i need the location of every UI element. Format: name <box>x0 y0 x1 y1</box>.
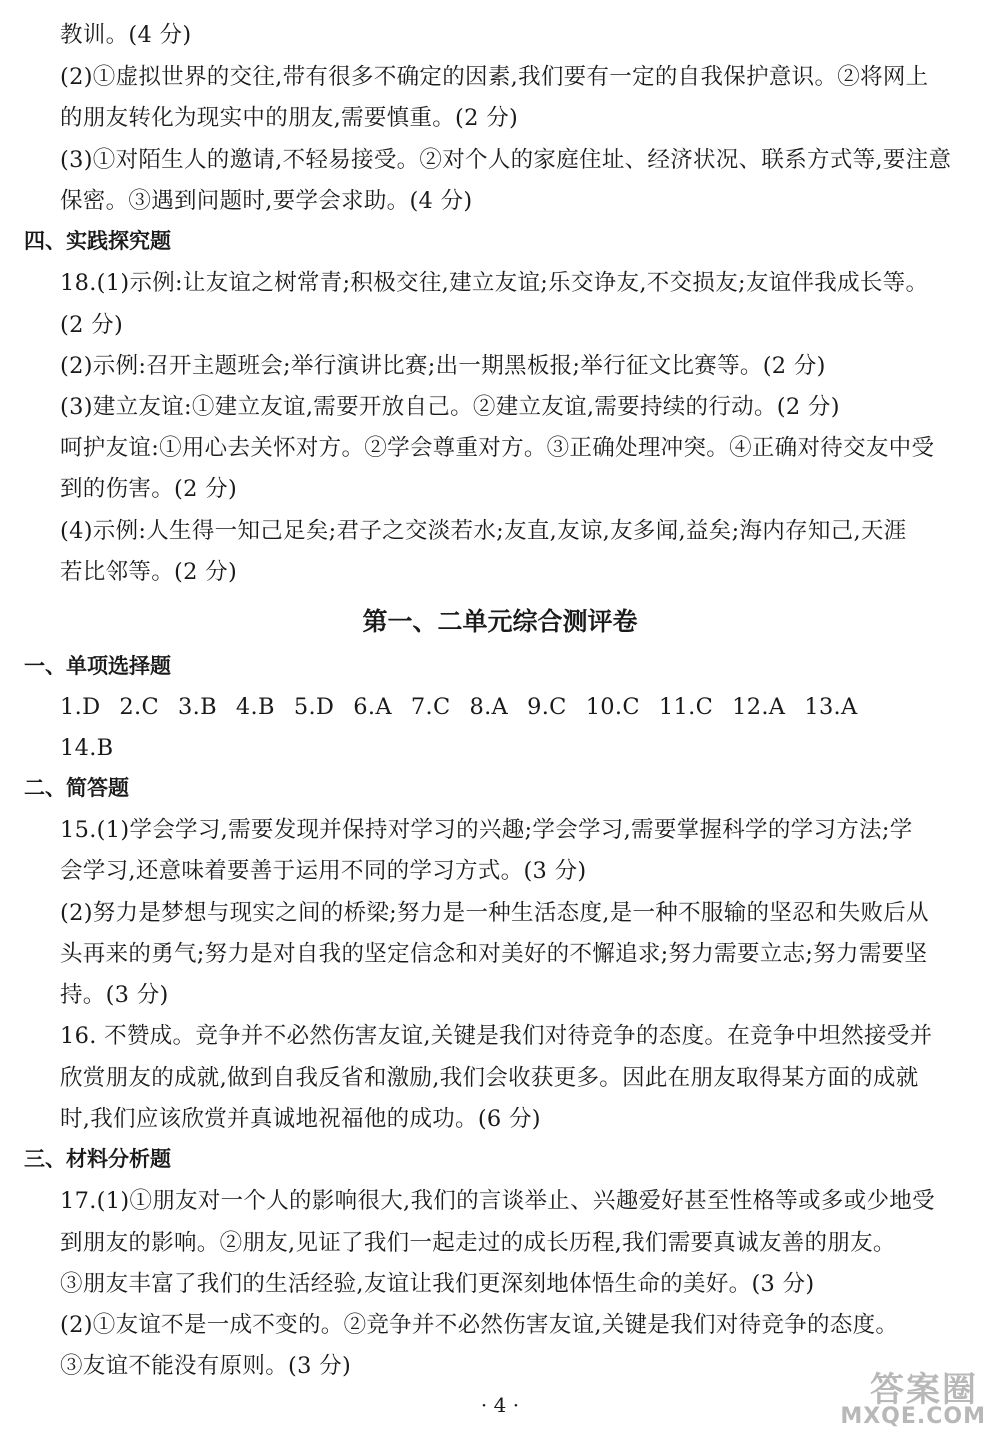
answer-item: 14.B <box>60 735 114 761</box>
text-line: (3)①对陌生人的邀请,不轻易接受。②对个人的家庭住址、经济状况、联系方式等,要注意 <box>60 147 952 173</box>
watermark-url: MXQE.COM <box>840 1404 986 1429</box>
answer-item: 9.C <box>527 694 567 720</box>
text-line: 16. 不赞成。竞争并不必然伤害友谊,关键是我们对待竞争的态度。在竞争中坦然接受并 <box>60 1023 933 1049</box>
section-heading-practice: 四、实践探究题 <box>24 229 171 253</box>
section-heading-multiple-choice: 一、单项选择题 <box>24 654 171 678</box>
answer-item: 4.B <box>235 694 275 720</box>
text-line: 呵护友谊:①用心去关怀对方。②学会尊重对方。③正确处理冲突。④正确对待交友中受 <box>60 435 935 461</box>
answer-item: 7.C <box>410 694 451 720</box>
text-line: 到朋友的影响。②朋友,见证了我们一起走过的成长历程,我们需要真诚友善的朋友。 <box>60 1230 896 1256</box>
test-title: 第一、二单元综合测评卷 <box>362 607 638 636</box>
text-line: (2 分) <box>60 312 124 338</box>
answer-item: 12.A <box>732 694 786 720</box>
text-line: 保密。③遇到问题时,要学会求助。(4 分) <box>60 188 473 214</box>
watermark <box>755 1362 990 1432</box>
answer-item: 6.A <box>353 694 392 720</box>
text-line: 到的伤害。(2 分) <box>60 476 238 502</box>
section-heading-material-analysis: 三、材料分析题 <box>24 1147 171 1171</box>
text-line: ③朋友丰富了我们的生活经验,友谊让我们更深刻地体悟生命的美好。(3 分) <box>60 1271 815 1297</box>
answer-item: 10.C <box>585 694 640 720</box>
answer-item: 2.C <box>119 694 160 720</box>
text-line: 的朋友转化为现实中的朋友,需要慎重。(2 分) <box>60 105 519 131</box>
text-line: (3)建立友谊:①建立友谊,需要开放自己。②建立友谊,需要持续的行动。(2 分) <box>60 394 840 420</box>
text-line: 持。(3 分) <box>60 982 169 1008</box>
text-line: (2)①虚拟世界的交往,带有很多不确定的因素,我们要有一定的自我保护意识。②将网上 <box>60 64 929 90</box>
answer-item: 11.C <box>658 694 714 720</box>
section-heading-short-answer: 二、简答题 <box>24 776 129 800</box>
text-line: 若比邻等。(2 分) <box>60 559 238 585</box>
text-line: (2)示例:召开主题班会;举行演讲比赛;出一期黑板报;举行征文比赛等。(2 分) <box>60 353 826 379</box>
answer-item: 3.B <box>178 694 217 720</box>
text-line: 教训。(4 分) <box>60 22 192 48</box>
text-line: 会学习,还意味着要善于运用不同的学习方式。(3 分) <box>60 858 587 884</box>
answer-item: 5.D <box>293 694 335 720</box>
text-line: 头再来的勇气;努力是对自我的坚定信念和对美好的不懈追求;努力需要立志;努力需要坚 <box>60 941 928 967</box>
answer-row <box>60 690 982 724</box>
answer-item: 8.A <box>469 694 509 720</box>
watermark-logo: 答案圈 <box>870 1370 978 1410</box>
answer-item: 13.A <box>804 694 858 720</box>
text-line: ③友谊不能没有原则。(3 分) <box>60 1353 352 1379</box>
answer-item: 1.D <box>60 694 101 720</box>
page-number: · 4 · <box>480 1393 520 1417</box>
text-line: 17.(1)①朋友对一个人的影响很大,我们的言谈举止、兴趣爱好甚至性格等或多或少地受 <box>60 1188 935 1214</box>
text-line: 时,我们应该欣赏并真诚地祝福他的成功。(6 分) <box>60 1106 541 1132</box>
text-line: (4)示例:人生得一知己足矣;君子之交淡若水;友直,友谅,友多闻,益矣;海内存知己,天涯 <box>60 518 907 544</box>
text-line: 欣赏朋友的成就,做到自我反省和激励,我们会收获更多。因此在朋友取得某方面的成就 <box>60 1065 919 1091</box>
text-line: (2)努力是梦想与现实之间的桥梁;努力是一种生活态度,是一种不服输的坚忍和失败后从 <box>60 900 929 926</box>
text-line: 18.(1)示例:让友谊之树常青;积极交往,建立友谊;乐交诤友,不交损友;友谊伴我成长等。 <box>60 270 929 296</box>
text-line: (2)①友谊不是一成不变的。②竞争并不必然伤害友谊,关键是我们对待竞争的态度。 <box>60 1312 899 1338</box>
text-line: 15.(1)学会学习,需要发现并保持对学习的兴趣;学会学习,需要掌握科学的学习方法;学 <box>60 817 913 843</box>
